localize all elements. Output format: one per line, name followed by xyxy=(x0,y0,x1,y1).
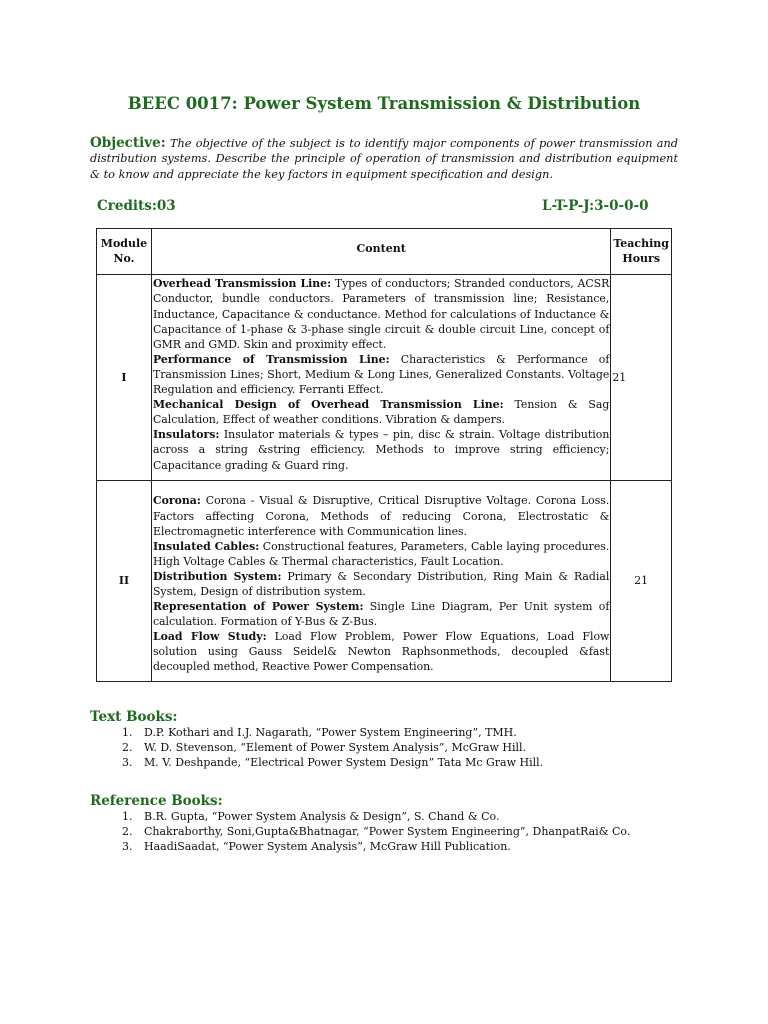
reference-books-list xyxy=(122,809,682,854)
table-header-row xyxy=(97,229,672,275)
list-item: 2. Chakraborthy, Soni,Gupta&Bhatnagar, “Power System Engineering”, DhanpatRai& Co. xyxy=(122,825,631,839)
list-item: 2. W. D. Stevenson, “Element of Power System Analysis”, McGraw Hill. xyxy=(122,741,527,755)
topic: Insulated Cables: Constructional features, Parameters, Cable laying procedures. High Voltage Cables & Thermal characteristics, Fault Location. xyxy=(152,539,610,568)
topic: Overhead Transmission Line: Types of conductors; Stranded conductors, ACSR Conductor, bundle conductors. Parameters of transmission line; Resistance, Inductance, Capacitance & conductance. Method for calculations of Inductance & Capacitance of 1-phase & 3-phase single circuit & double circuit Line, concept of GMR and GMD. Skin and proximity effect. xyxy=(152,277,610,351)
objective-text: The objective of the subject is to identify major components of power transmission and distribution systems. Describe the principle of operation of transmission and distribution equipment & to know and appreciate the key factors in equipment specification and design. xyxy=(90,137,678,181)
topic: Insulators: Insulator materials & types – pin, disc & strain. Voltage distribution across a string &string efficiency. Methods to improve string efficiency; Capacitance grading & Guard ring. xyxy=(152,428,610,472)
topic: Performance of Transmission Line: Characteristics & Performance of Transmission Lines; Short, Medium & Long Lines, Generalized Constants. Voltage Regulation and efficiency. Ferranti Effect. xyxy=(152,352,610,397)
module-content xyxy=(151,275,610,481)
module-number: I xyxy=(97,275,152,481)
topic: Representation of Power System: Single Line Diagram, Per Unit system of calculation. Formation of Y-Bus & Z-Bus. xyxy=(152,600,610,629)
objective-label: Objective: xyxy=(90,135,166,151)
topic: Mechanical Design of Overhead Transmission Line: Tension & Sag Calculation, Effect of weather conditions. Vibration & dampers. xyxy=(152,398,610,427)
text-books-heading: Text Books: xyxy=(90,709,178,725)
list-item: 1. B.R. Gupta, “Power System Analysis & Design”, S. Chand & Co. xyxy=(122,810,500,823)
reference-books-heading: Reference Books: xyxy=(90,793,223,809)
list-item: 3. HaadiSaadat, “Power System Analysis”, McGraw Hill Publication. xyxy=(122,840,511,854)
syllabus-table xyxy=(96,228,672,682)
list-item: 1. D.P. Kothari and I.J. Nagarath, “Power System Engineering”, TMH. xyxy=(122,726,517,739)
teaching-hours: 21 xyxy=(611,275,672,481)
header-module: Module No. xyxy=(97,229,152,275)
objective-paragraph xyxy=(90,136,678,182)
table-row xyxy=(97,481,672,682)
list-item: 3. M. V. Deshpande, “Electrical Power System Design” Tata Mc Graw Hill. xyxy=(122,756,544,770)
header-content: Content xyxy=(151,229,610,275)
topic: Distribution System: Primary & Secondary Distribution, Ring Main & Radial System, Design of distribution system. xyxy=(152,569,610,598)
module-number: II xyxy=(97,481,152,682)
credits-label: Credits:03 xyxy=(97,198,176,214)
topic: Load Flow Study: Load Flow Problem, Power Flow Equations, Load Flow solution using Gauss Seidel& Newton Raphsonmethods, decoupled &fast decoupled method, Reactive Power Compensation. xyxy=(152,630,610,674)
text-books-list xyxy=(122,725,682,770)
teaching-hours: 21 xyxy=(611,481,672,682)
header-hours: Teaching Hours xyxy=(611,229,672,275)
ltpj-label: L-T-P-J:3-0-0-0 xyxy=(542,198,649,214)
page-title: BEEC 0017: Power System Transmission & Distribution xyxy=(127,94,641,113)
module-content xyxy=(151,481,610,682)
topic: Corona: Corona - Visual & Disruptive, Critical Disruptive Voltage. Corona Loss. Factors affecting Corona, Methods of reducing Corona, Electrostatic & Electromagnetic interference with Communication lines. xyxy=(152,494,610,538)
table-row xyxy=(97,275,672,481)
